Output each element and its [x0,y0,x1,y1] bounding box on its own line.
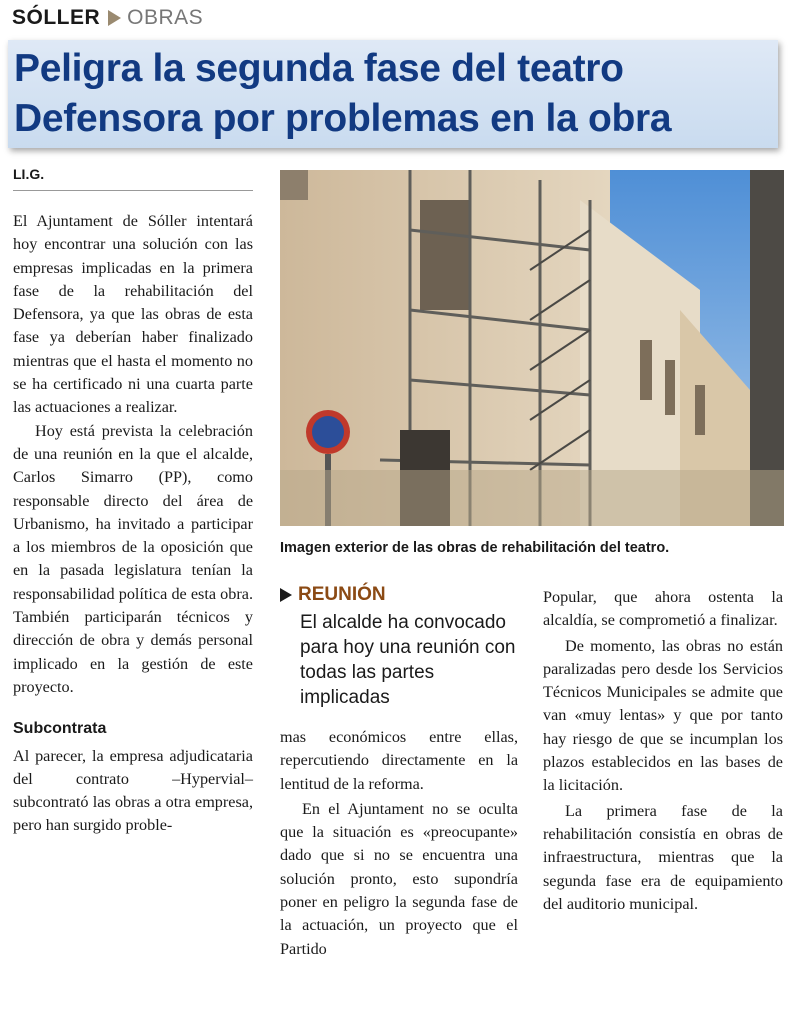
section-header [12,4,203,32]
pullquote-label [280,584,525,606]
paragraph: Popular, que ahora ostenta la alcaldía, se comprometió a finalizar. [543,588,783,630]
paragraph: Hoy está prevista la celebración de una reunión en la que el alcalde, Carlos Simarro (PP), como responsable directo del área de Urbanismo, ha invitado a participar a los miembros de la oposición que en la pasada legislatura tenían la responsabilidad política de esta obra. También participarán técnicos y dirección de obra y demás personal implicado en la gestión de este proyecto. [13,421,253,696]
article-column-2 [280,726,518,961]
pullquote-text: El alcalde ha convocado para hoy una reunión con todas las partes implicadas [300,612,516,708]
pullquote-label-text: REUNIÓN [298,584,386,605]
headline-line-2: Defensora por problemas en la obra [14,97,672,140]
section-subname: OBRAS [127,6,204,29]
byline: LI.G. [13,166,253,191]
subheading: Subcontrata [13,720,107,738]
pullquote [280,584,525,710]
paragraph: En el Ajuntament no se oculta que la situación es «preocupante» dado que si no se encuentra una solución pronto, esto supondría poner en peligro la segunda fase de la actuación, un proyecto que el Partido [280,799,518,958]
headline-line-1: Peligra la segunda fase del teatro [14,47,624,90]
section-arrow-icon [108,10,121,26]
article-column-1 [13,210,253,838]
paragraph: mas económicos entre ellas, repercutiendo directamente en la lentitud de la reforma. [280,728,518,793]
article-photo [280,170,784,526]
article-column-3 [543,586,783,916]
theatre-scaffolding-photo [280,170,784,526]
paragraph: Al parecer, la empresa adjudicataria del contrato –Hypervial– subcontrató las obras a otra empresa, pero han surgido proble- [13,746,253,835]
headline-box [8,40,778,148]
paragraph: De momento, las obras no están paralizadas pero desde los Servicios Técnicos Municipales se admite que van «muy lentas» y que por tanto hay riesgo de que se incumplan los plazos establecidos en las bases de la licitación. [543,636,783,795]
paragraph: La primera fase de la rehabilitación consistía en obras de infraestructura, mientras que la segunda fase era de equipamiento del auditorio municipal. [543,801,783,913]
paragraph: El Ajuntament de Sóller intentará hoy encontrar una solución con las empresas implicadas en la primera fase de la rehabilitación del Defensora, ya que las obras de esta fase ya deberían haber finalizado mientras que el hasta el momento no se ha certificado ni una cuarta parte las actuaciones a realizar. [13,212,253,417]
play-arrow-icon [280,588,292,602]
section-name: SÓLLER [12,6,101,29]
photo-caption: Imagen exterior de las obras de rehabilitación del teatro. [280,540,670,556]
